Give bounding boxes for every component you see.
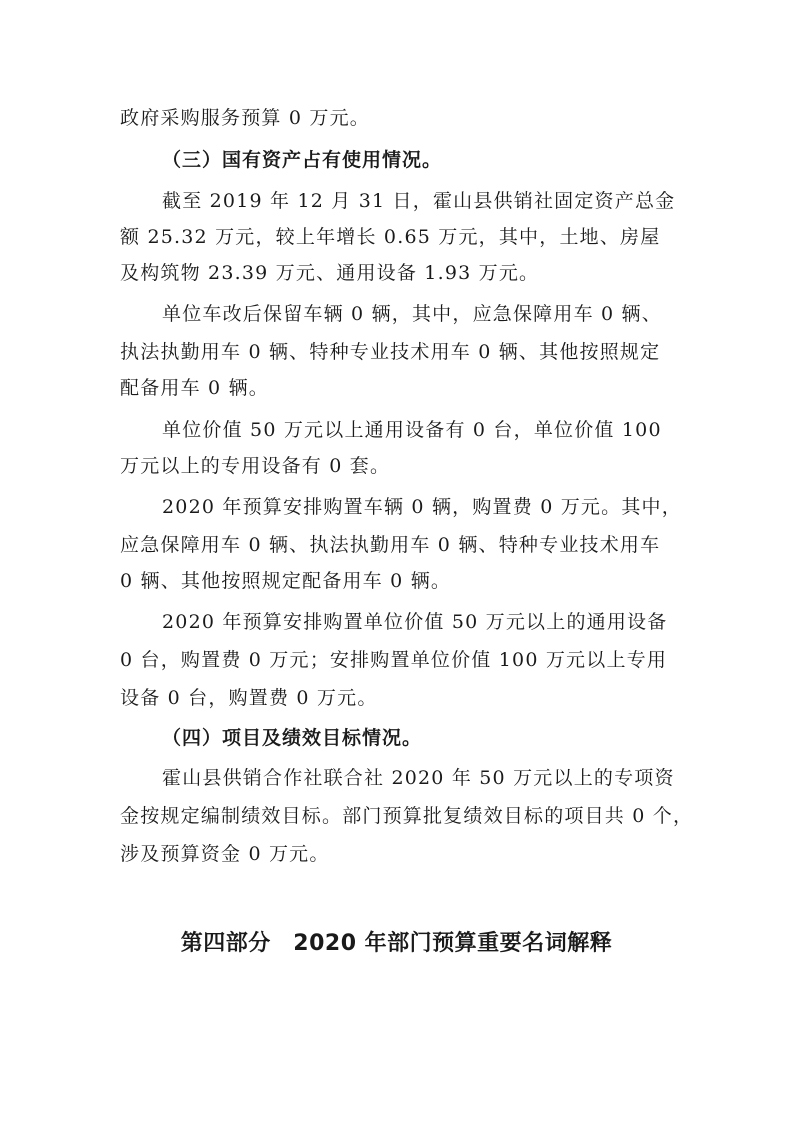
text-line: 2020 年预算安排购置单位价值 50 万元以上的通用设备	[162, 611, 668, 633]
text-line: 及构筑物 23.39 万元、通用设备 1.93 万元。	[120, 262, 540, 284]
part-title: 第四部分 2020 年部门预算重要名词解释	[180, 931, 613, 956]
text-line: 设备 0 台，购置费 0 万元。	[120, 687, 378, 709]
text-line: 涉及预算资金 0 万元。	[120, 843, 330, 865]
text-line: 万元以上的专用设备有 0 套。	[120, 455, 391, 477]
text-line: 霍山县供销合作社联合社 2020 年 50 万元以上的专项资	[162, 767, 675, 789]
text-line: 单位车改后保留车辆 0 辆，其中，应急保障用车 0 辆、	[162, 303, 662, 325]
text-line: 2020 年预算安排购置车辆 0 辆，购置费 0 万元。其中，	[162, 496, 682, 518]
section-heading-4: （四）项目及绩效目标情况。	[162, 727, 423, 749]
text-line: 配备用车 0 辆。	[120, 377, 269, 399]
text-line: 0 辆、其他按照规定配备用车 0 辆。	[120, 570, 452, 592]
text-line: 应急保障用车 0 辆、执法执勤用车 0 辆、特种专业技术用车	[120, 534, 661, 556]
text-line: 政府采购服务预算 0 万元。	[120, 107, 370, 129]
text-line: 额 25.32 万元，较上年增长 0.65 万元，其中，土地、房屋	[120, 226, 661, 248]
text-line: 执法执勤用车 0 辆、特种专业技术用车 0 辆、其他按照规定	[120, 341, 661, 363]
text-line: 0 台，购置费 0 万元；安排购置单位价值 100 万元以上专用	[120, 649, 668, 671]
text-line: 单位价值 50 万元以上通用设备有 0 台，单位价值 100	[162, 419, 662, 441]
text-line: 金按规定编制绩效目标。部门预算批复绩效目标的项目共 0 个，	[120, 805, 694, 827]
text-line: 截至 2019 年 12 月 31 日，霍山县供销社固定资产总金	[162, 190, 676, 212]
section-heading-3: （三）国有资产占有使用情况。	[162, 149, 443, 171]
